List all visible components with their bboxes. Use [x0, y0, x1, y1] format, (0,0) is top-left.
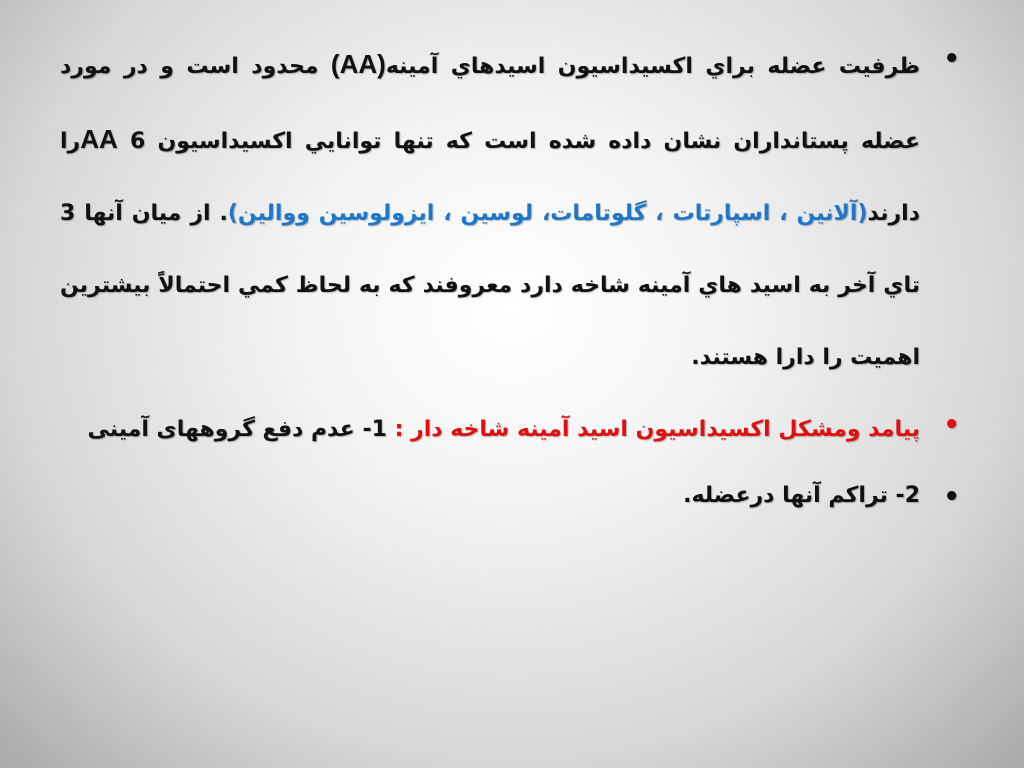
bullet1-text-part1: ظرفيت عضله براي اكسيداسيون اسيدهاي آمينه [385, 54, 920, 79]
bullet-item-muscle-oxidation [60, 28, 960, 394]
bullet-dot-icon: • [943, 44, 960, 74]
bullet-item-consequence [60, 394, 960, 466]
bullet3-text: 2- تراكم آنها درعضله. [683, 483, 920, 508]
bullet1-abbr: (AA) [330, 49, 386, 79]
slide-content [60, 28, 960, 748]
bullet2-text: 1- عدم دفع گروههای آمینی [87, 417, 395, 442]
bullet-list [60, 28, 960, 526]
bullet-dot-icon: • [943, 410, 960, 440]
bullet1-text-part4: . از ميان آنها 3 تاي آخر به اسيد هاي آمينه شاخه دارد معروفند كه به لحاظ كمي احتمالاً بيشترين اهميت را دارا هستند. [60, 201, 920, 370]
bullet1-text-part2: محدود است و در مورد عضله پستانداران نشان داده شده است كه تنها توانايي اكسيداسيون 6 [60, 54, 920, 154]
bullet-dot-icon: • [943, 482, 960, 512]
bullet1-amino-acid-list: (آلانين ، اسپارتات ، گلوتامات، لوسين ، ايزولوسين ووالين) [227, 201, 868, 226]
bullet-item-accumulation [60, 466, 960, 526]
bullet1-text-part3: را دارند [60, 129, 920, 226]
bullet2-heading: پيامد ومشكل اكسيداسيون اسيد آمينه شاخه دار : [394, 417, 920, 442]
bullet1-abbr2: AA [80, 124, 118, 154]
